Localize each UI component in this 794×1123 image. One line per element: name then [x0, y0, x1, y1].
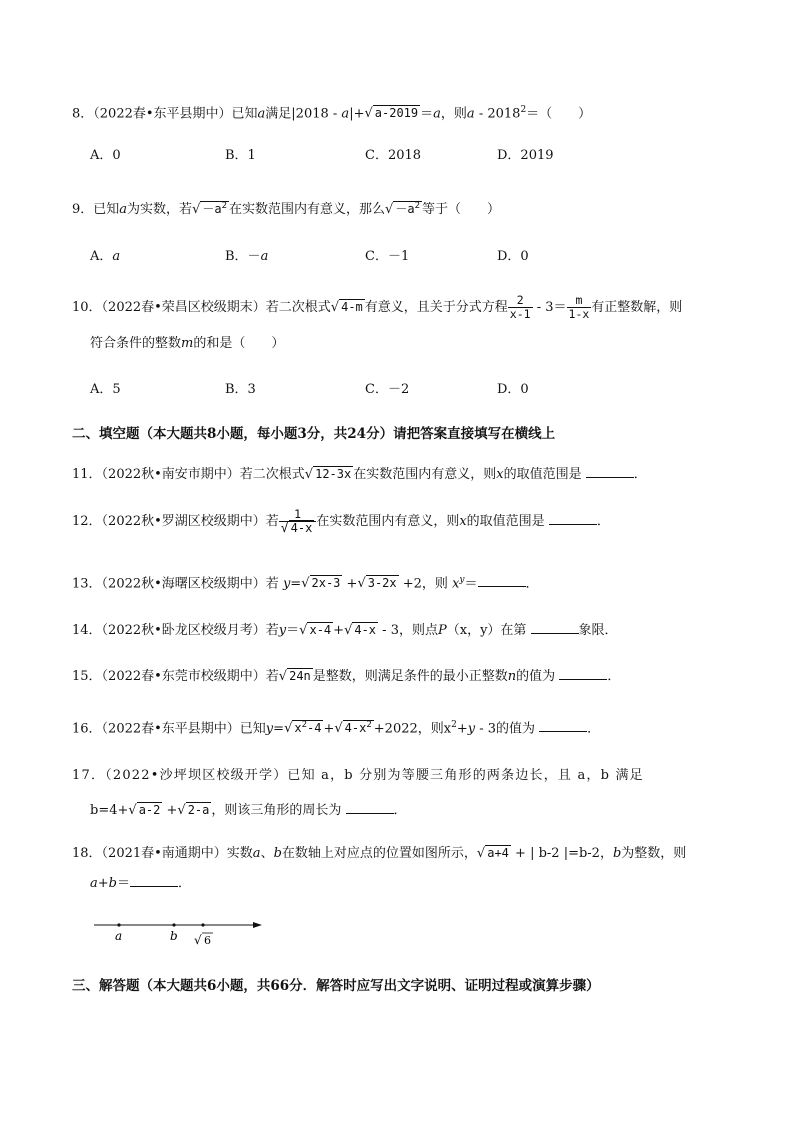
question-18-line-2: a+b＝ ． — [90, 876, 191, 891]
question-11: 11．（2022秋•南安市期中）若二次根式√ 12-3x 在实数范围内有意义，则x的取值范围是 ． — [72, 464, 647, 485]
fraction: $\frac{1}{√ 4-x}$ — [279, 508, 317, 535]
sqrt-expression: √ 2x-3 — [301, 576, 341, 592]
answer-blank[interactable] — [346, 801, 394, 814]
sqrt-expression: √ x-4 — [299, 623, 332, 638]
point-sqrt6 — [201, 923, 204, 926]
option-d[interactable]: D．0 — [497, 382, 529, 397]
answer-blank[interactable] — [539, 719, 587, 732]
sqrt-expression: √ $4-x^2$ — [334, 720, 372, 737]
question-17-line-2: b=4+√ a-2 +√ 2-a ，则该三角形的周长为 ． — [90, 800, 407, 821]
option-c[interactable]: C．－1 — [365, 249, 410, 264]
question-10: 10．（2022春•荣昌区校级期末）若二次根式√ 4-m 有意义，且关于分式方程 $\frac{2}{x-1}$ - 3＝ $\frac{m}{1-x}$ 有正整数解，则 — [72, 293, 683, 321]
question-14: 14．（2022秋•卧龙区校级月考）若y＝√ x-4 +√ 4-x - 3，则点P（x，y）在第 象限． — [72, 620, 618, 641]
option-c[interactable]: C．2018 — [365, 148, 422, 163]
question-10-line-2: 符合条件的整数m的和是（ ） — [90, 336, 285, 351]
question-18: 18．（2021春•南通期中）实数a、b在数轴上对应点的位置如图所示，√ a+4 + | b-2 |=b-2，b为整数，则 — [72, 843, 686, 864]
section-heading: 二、填空题（本大题共8小题，每小题3分，共24分）请把答案直接填写在横线上 — [72, 426, 556, 442]
question-17: 17．（2022•沙坪坝区校级开学）已知 a，b 分别为等腰三角形的两条边长，且 a，b 满足 — [72, 768, 644, 783]
label-sqrt6: 6 — [204, 934, 211, 947]
answer-blank[interactable] — [549, 512, 597, 525]
sqrt-expression: √ 12-3x — [304, 467, 352, 482]
label-b: b — [170, 929, 178, 943]
question-16: 16．（2022春•东平县期中）已知y=√ $x^2-4$ +√ $4-x^2 +2022$，则$x^2+y - 3$的值为 ． — [72, 715, 600, 739]
sqrt-expression: √ 4-x — [344, 623, 377, 638]
label-a: a — [115, 929, 123, 943]
section-heading: 三、解答题（本大题共6小题，共66分．解答时应写出文字说明、证明过程或演算步骤） — [72, 978, 600, 994]
answer-blank[interactable] — [531, 621, 579, 634]
answer-blank[interactable] — [559, 667, 607, 680]
option-c[interactable]: C．－2 — [365, 382, 410, 397]
option-b[interactable]: B．1 — [225, 148, 256, 163]
point-b — [172, 923, 175, 926]
option-d[interactable]: D．2019 — [497, 148, 554, 163]
question-15: 15．（2022春•东莞市校级期中）若√ 24n 是整数，则满足条件的最小正整数n的值为 ． — [72, 666, 620, 687]
option-b[interactable]: B．－a — [225, 249, 269, 264]
sqrt-expression: √ 4-m — [330, 300, 363, 315]
fraction: $\frac{m}{1-x}$ — [568, 293, 590, 321]
sqrt-expression: √ a-2019 — [364, 106, 419, 122]
sqrt-expression: √ 24n — [278, 669, 311, 684]
sqrt-expression: √ $x^2-4$ — [284, 720, 322, 737]
arrow-head-icon — [253, 922, 262, 928]
sqrt-expression: √ $-a^2$ — [192, 201, 228, 217]
number-line-figure — [94, 922, 264, 948]
answer-blank[interactable] — [130, 874, 178, 887]
option-d[interactable]: D．0 — [497, 249, 529, 264]
sqrt-expression: √ a-2 — [128, 803, 161, 818]
option-a[interactable]: A．0 — [90, 148, 121, 163]
sqrt-expression: √ $-a^2$ — [385, 201, 420, 217]
option-a[interactable]: A．5 — [90, 382, 121, 397]
fraction: $\frac{2}{x-1}$ — [509, 293, 531, 321]
option-a[interactable]: A．a — [90, 249, 121, 264]
point-a — [117, 923, 120, 926]
sqrt-expression: √ a+4 — [476, 846, 509, 861]
option-b[interactable]: B．3 — [225, 382, 256, 397]
answer-blank[interactable] — [586, 465, 634, 478]
sqrt-symbol: √ — [194, 933, 202, 947]
question-8: 8．（2022春•东平县期中）已知a满足|2018 - a|+√ a-2019 ＝a，则$a - 2018^2=$（ ） — [72, 100, 591, 124]
sqrt-expression: √ 2-a — [177, 803, 210, 818]
question-12: 12．（2022秋•罗湖区校级期中）若 $\frac{1}{√ 4-x}$ 在实数范围内有意义，则x的取值范围是 ． — [72, 507, 610, 536]
answer-blank[interactable] — [478, 574, 526, 587]
question-9: 9．已知a为实数，若√ $-a^2$ 在实数范围内有意义，那么√ $-a^2$ 等于（ ） — [72, 196, 500, 220]
question-13: 13．（2022秋•海曙区校级期中）若 y=√ 2x-3 +√ 3-2x +2，则 $x^y=$ ． — [72, 570, 539, 594]
sqrt-expression: √ 3-2x — [357, 576, 397, 592]
